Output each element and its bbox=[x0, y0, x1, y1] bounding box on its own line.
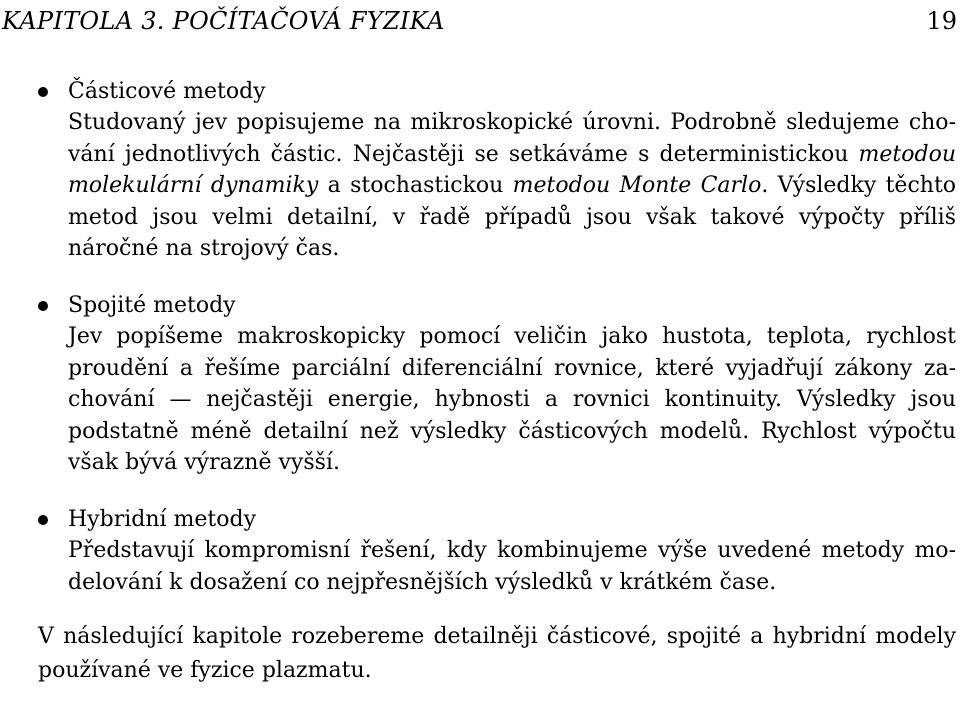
bullet-icon bbox=[38, 301, 48, 311]
emphasis-monte-carlo: metodou Monte Carlo bbox=[512, 173, 762, 199]
running-header bbox=[0, 6, 960, 36]
item-body: Představují kompromisní řešení, kdy kombinujeme výše uvedené metody modelování k dosažení co nejpřesnějších výsledků v krátkém čase. bbox=[68, 537, 956, 595]
bullet-icon bbox=[38, 87, 48, 97]
item-body: Jev popíšeme makroskopicky pomocí veličin jako hustota, teplota, rychlost proudění a řešíme parciální diferenciální rovnice, které vyjadřují zákony zachování — nejčastěji energie, hybnosti a rovnici kontinuity. Výsledky jsou podstatně méně detailní než výsledky částicových modelů. Rychlost výpočtu však bývá výrazně vyšší. bbox=[68, 323, 956, 476]
item-title: Hybridní metody bbox=[68, 506, 257, 532]
conclusion-paragraph: V následující kapitole rozebereme detailněji částicové, spojité a hybridní modely používané ve fyzice plazmatu. bbox=[38, 624, 956, 684]
item-title: Částicové metody bbox=[68, 79, 266, 104]
list-item-hybrid-methods bbox=[0, 504, 960, 598]
bullet-icon bbox=[38, 515, 48, 525]
page-content bbox=[0, 76, 960, 688]
page-number: 19 bbox=[926, 7, 957, 35]
emphasis-molecular-dynamics: metodou molekulární dynamiky bbox=[68, 141, 956, 199]
body-text: Studovaný jev popisujeme na mikroskopické úrovni. Podrobně sledujeme chování jednotlivých částic. Nejčastěji se setkáváme s deterministickou bbox=[68, 110, 956, 167]
list-item-particle-methods bbox=[0, 76, 960, 265]
body-text: a stochastickou bbox=[318, 173, 513, 199]
item-body bbox=[68, 107, 956, 265]
item-title: Spojité metody bbox=[68, 292, 236, 318]
body-text: . Výsledky těchto metod jsou velmi detailní, v řadě případů jsou však takové výpočty příliš náročné na strojový čas. bbox=[68, 173, 957, 262]
chapter-title: KAPITOLA 3. POČÍTAČOVÁ FYZIKA bbox=[2, 7, 445, 35]
list-item-continuum-methods bbox=[0, 290, 960, 479]
